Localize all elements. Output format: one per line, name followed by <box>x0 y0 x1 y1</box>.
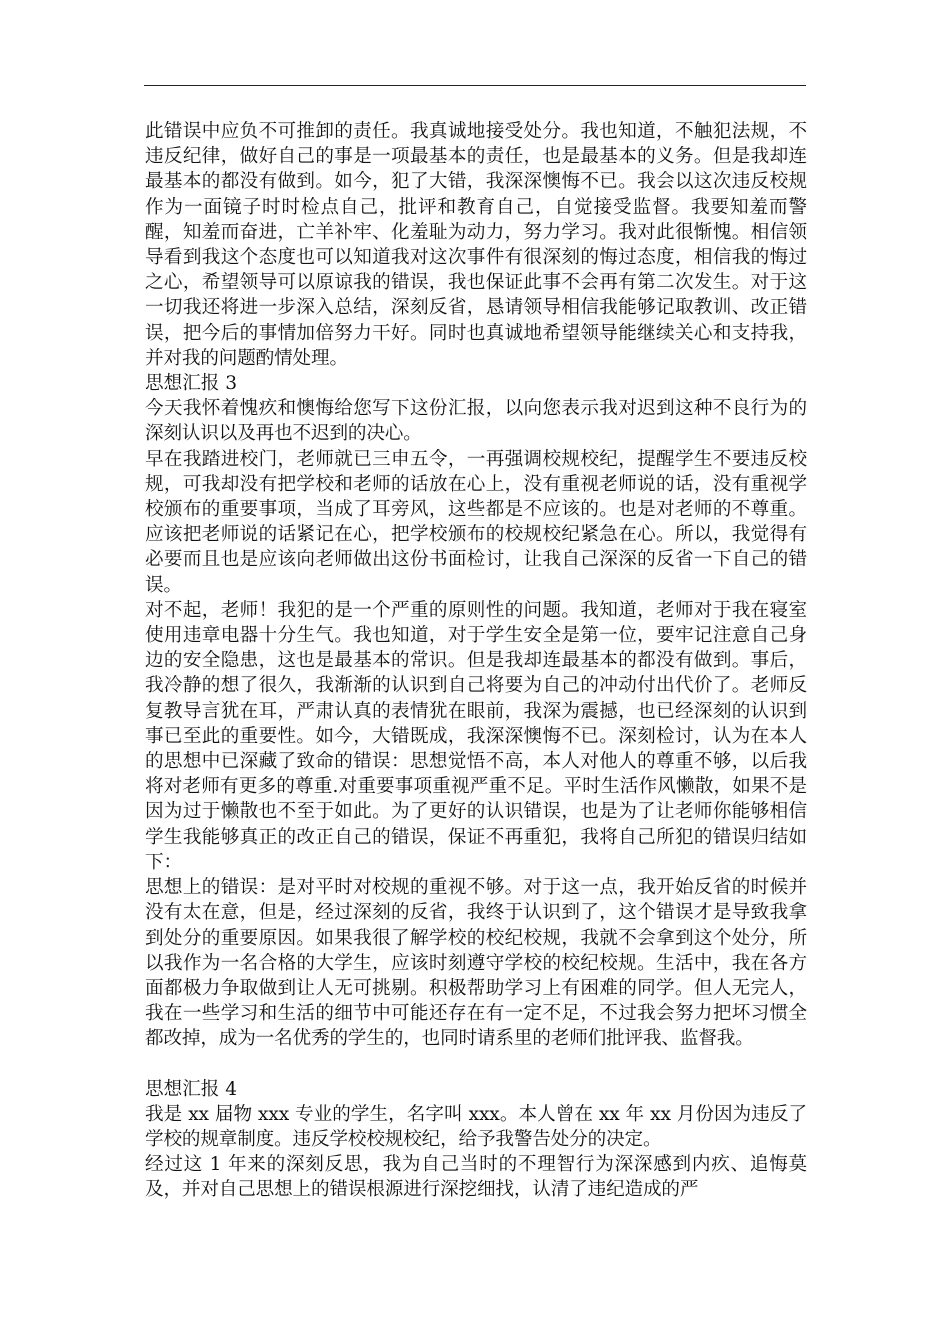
paragraph: 经过这 1 年来的深刻反思，我为自己当时的不理智行为深深感到内疚、追悔莫及，并对自己思想上的错误根源进行深挖细找，认清了违纪造成的严 <box>145 1154 807 1201</box>
document-body <box>145 119 807 1203</box>
section-heading: 思想汇报 4 <box>145 1078 238 1100</box>
paragraph: 思想上的错误：是对平时对校规的重视不够。对于这一点，我开始反省的时候并没有太在意，但是，经过深刻的反省，我终于认识到了，这个错误才是导致我拿到处分的重要原因。如果我很了解学校的校纪校规，我就不会拿到这个处分，所以我作为一名合格的大学生，应该时刻遵守学校的校纪校规。生活中，我在各方面都极力争取做到让人无可挑剔。积极帮助学习上有困难的同学。但人无完人，我在一些学习和生活的细节中可能还存在有一定不足，不过我会努力把坏习惯全都改掉，成为一名优秀的学生的，也同时请系里的老师们批评我、监督我。 <box>145 877 807 1050</box>
paragraph: 此错误中应负不可推卸的责任。我真诚地接受处分。我也知道，不触犯法规，不违反纪律，做好自己的事是一项最基本的责任，也是最基本的义务。但是我却连最基本的都没有做到。如今，犯了大错，我深深懊悔不已。我会以这次违反校规作为一面镜子时时检点自己，批评和教育自己，自觉接受监督。我要知羞而警醒，知羞而奋进，亡羊补牢、化羞耻为动力，努力学习。我对此很惭愧。相信领导看到我这个态度也可以知道我对这次事件有很深刻的悔过态度，相信我的悔过之心，希望领导可以原谅我的错误，我也保证此事不会再有第二次发生。对于这一切我还将进一步深入总结，深刻反省，恳请领导相信我能够记取教训、改正错误，把今后的事情加倍努力干好。同时也真诚地希望领导能继续关心和支持我，并对我的问题酌情处理。 <box>145 121 807 369</box>
paragraph: 今天我怀着愧疚和懊悔给您写下这份汇报，以向您表示我对迟到这种不良行为的深刻认识以及再也不迟到的决心。 <box>145 398 807 445</box>
header-rule <box>144 85 806 86</box>
paragraph: 对不起，老师！我犯的是一个严重的原则性的问题。我知道，老师对于我在寝室使用违章电器十分生气。我也知道，对于学生安全是第一位，要牢记注意自己身边的安全隐患，这也是最基本的常识。但是我却连最基本的都没有做到。事后，我冷静的想了很久，我渐渐的认识到自己将要为自己的冲动付出代价了。老师反复教导言犹在耳，严肃认真的表情犹在眼前，我深为震撼，也已经深刻的认识到事已至此的重要性。如今，大错既成，我深深懊悔不已。深刻检讨，认为在本人的思想中已深藏了致命的错误：思想觉悟不高，本人对他人的尊重不够，以后我将对老师有更多的尊重.对重要事项重视严重不足。平时生活作风懒散，如果不是因为过于懒散也不至于如此。为了更好的认识错误，也是为了让老师你能够相信学生我能够真正的改正自己的错误，保证不再重犯，我将自己所犯的错误归结如下： <box>145 599 807 873</box>
section-heading: 思想汇报 3 <box>145 373 238 395</box>
paragraph: 我是 xx 届物 xxx 专业的学生，名字叫 xxx。本人曾在 xx 年 xx 月份因为违反了学校的规章制度。违反学校校规校纪，给予我警告处分的决定。 <box>145 1103 807 1150</box>
blank-line <box>145 1052 807 1077</box>
paragraph: 早在我踏进校门，老师就已三申五令，一再强调校规校纪，提醒学生不要违反校规，可我却没有把学校和老师的话放在心上，没有重视老师说的话，没有重视学校颁布的重要事项，当成了耳旁风，这些都是不应该的。也是对老师的不尊重。应该把老师说的话紧记在心，把学校颁布的校规校纪紧急在心。所以，我觉得有必要而且也是应该向老师做出这份书面检讨，让我自己深深的反省一下自己的错误。 <box>145 448 807 596</box>
